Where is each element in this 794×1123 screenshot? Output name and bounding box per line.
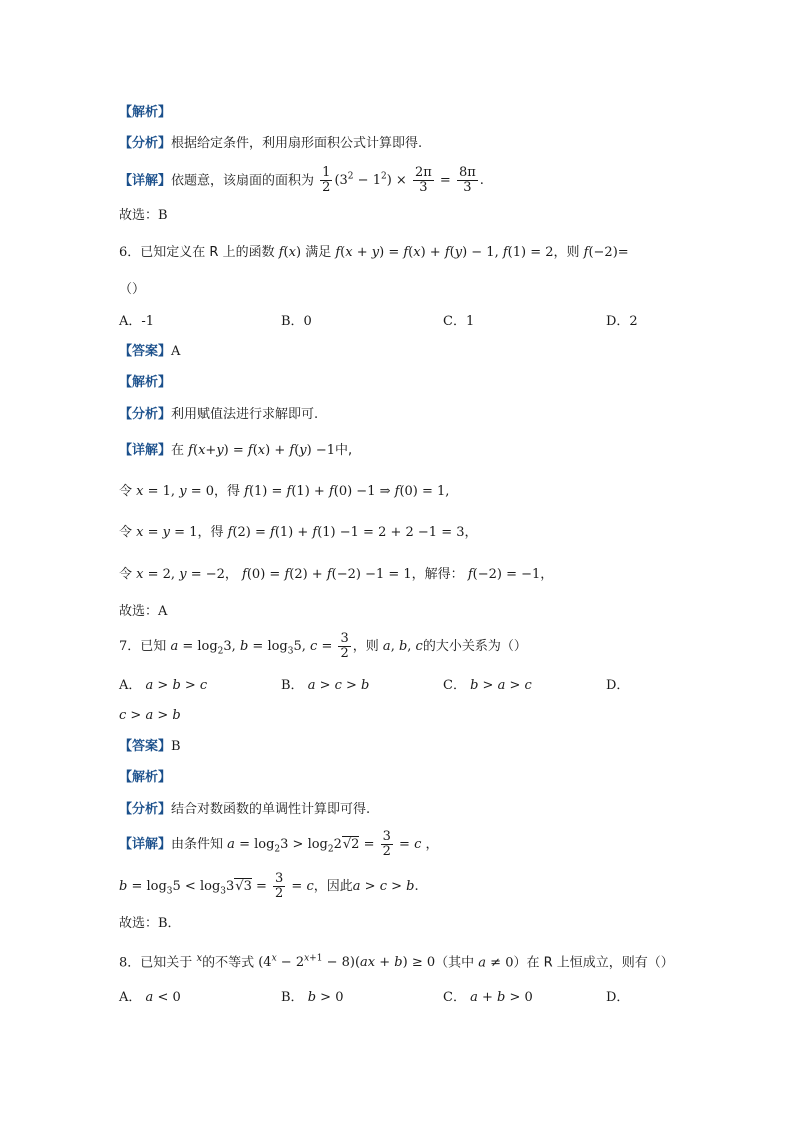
q6-detail-2-a: 令 xyxy=(119,484,133,499)
q6-detail-3-b: ，得 xyxy=(197,525,224,540)
q6-stem-c: ，则 xyxy=(553,245,580,260)
q8-stem xyxy=(119,949,674,973)
q5-detail-text: 依题意，该扇面的面积为 xyxy=(171,173,315,189)
xiangjie-tag: 【详解】 xyxy=(119,173,172,189)
q8-inequality: $(4^x - 2^{x+1} - 8)(ax + b) \ge 0$ xyxy=(258,954,436,971)
q6-number: 6． xyxy=(119,245,141,260)
q6-detail-3-formula-b: f(2) = f(1) + f(1) −1 = 2 + 2 −1 = 3， xyxy=(227,525,478,540)
q7-stem-c: 的大小关系为（） xyxy=(422,639,527,654)
q6-option-c: C．1 xyxy=(443,314,475,329)
q7-defs: $a = \log_23$, $b = \log_35$, c = $\frac{3}{2}$ xyxy=(170,631,349,661)
q6-condition: f(x + y) = f(x) + f(y) − 1, f(1) = 2 xyxy=(335,245,554,260)
q6-detail-1-formula: f(x+y) = f(x) + f(y) −1 xyxy=(188,443,335,458)
q8-stem-b: 的不等式 xyxy=(202,955,255,971)
q6-detail-2-b: ，得 xyxy=(214,484,241,499)
q8-option-b: B． b > 0 xyxy=(281,990,344,1005)
q5-detail xyxy=(119,162,484,196)
q8-condition: a ≠ 0 xyxy=(478,955,514,971)
q6-option-b: B．0 xyxy=(281,314,312,329)
q7-jiexi-heading xyxy=(119,768,171,788)
q6-stem-b: 满足 xyxy=(305,245,332,260)
q8-option-c: C． a + b > 0 xyxy=(443,990,533,1005)
q6-answer-line: 故选：A xyxy=(119,604,168,619)
q6-stem-a: 已知定义在 R 上的函数 xyxy=(140,245,275,260)
q5-analysis xyxy=(119,134,422,154)
q7-detail-2-conclusion: a > c > b. xyxy=(352,879,419,894)
q7-answer-value: B xyxy=(171,739,181,754)
q6-detail-1 xyxy=(119,441,352,461)
q7-analysis-text: 结合对数函数的单调性计算即可得. xyxy=(171,802,371,817)
q6-answer xyxy=(119,342,180,362)
fenxi-tag: 【分析】 xyxy=(119,802,172,817)
q7-detail-1-a: 由条件知 xyxy=(171,837,224,852)
q6-detail-4-b: ， xyxy=(224,567,238,582)
daan-tag: 【答案】 xyxy=(119,739,172,754)
q7-stem-a: 已知 xyxy=(140,639,167,654)
q6-paren: （） xyxy=(119,282,146,297)
q6-ask: f(−2)= xyxy=(583,245,629,260)
q7-detail-1-formula: $a = \log_23 > \log_22√2$ = $\frac{3}{2}$ = c ， xyxy=(227,829,439,859)
q8-stem-a: 已知关于 xyxy=(140,955,193,971)
q6-analysis xyxy=(119,405,318,425)
q6-answer-value: A xyxy=(171,344,181,359)
q6-stem: 6．已知定义在 R 上的函数 f(x) 满足 f(x + y) = f(x) + f(y) − 1, f(1) = 2，则 f(−2)= xyxy=(119,245,629,260)
q5-jiexi-heading xyxy=(119,103,171,123)
q7-detail-2-b: ，因此 xyxy=(313,879,353,894)
q6-detail-2-formula-a: x = 1, y = 0 xyxy=(136,484,214,499)
q6-detail-2-formula-b: f(1) = f(1) + f(0) −1 ⇒ f(0) = 1, xyxy=(244,484,450,499)
q7-detail-1 xyxy=(119,830,439,865)
q7-vars: a, b, c xyxy=(382,639,423,654)
jiexi-tag: 【解析】 xyxy=(119,770,172,785)
q7-answer-line: 故选：B． xyxy=(119,916,181,931)
q8-option-d: D． xyxy=(606,990,630,1005)
xiangjie-tag: 【详解】 xyxy=(119,837,172,852)
q6-detail-4-formula-a: x = 2, y = −2 xyxy=(136,567,225,582)
fenxi-tag: 【分析】 xyxy=(119,407,172,422)
q6-jiexi-heading xyxy=(119,373,171,393)
q6-detail-4-formula-c: f(−2) = −1， xyxy=(467,567,554,582)
q6-detail-3-formula-a: x = y = 1 xyxy=(136,525,198,540)
q7-detail-2 xyxy=(119,872,419,907)
xiangjie-tag: 【详解】 xyxy=(119,443,172,458)
q6-detail-2 xyxy=(119,482,449,502)
q6-detail-4-c: ，解得： xyxy=(411,567,464,582)
q6-fx: f xyxy=(278,245,284,260)
fenxi-tag: 【分析】 xyxy=(119,136,172,151)
daan-tag: 【答案】 xyxy=(119,344,172,359)
q7-option-c: C． b > a > c xyxy=(443,678,532,693)
q7-analysis xyxy=(119,800,370,820)
q6-detail-4-formula-b: f(0) = f(2) + f(−2) −1 = 1 xyxy=(242,567,412,582)
q8-number: 8． xyxy=(119,955,141,971)
q6-option-d: D．2 xyxy=(606,314,638,329)
q7-option-a: A． a > b > c xyxy=(119,678,208,693)
q6-detail-3-a: 令 xyxy=(119,525,133,540)
q8-stem-c: （其中 xyxy=(435,955,475,971)
q6-detail-1-b: 中, xyxy=(335,443,353,458)
q5-analysis-text: 根据给定条件，利用扇形面积公式计算即得. xyxy=(171,136,423,151)
q7-stem xyxy=(119,632,527,667)
q6-detail-3 xyxy=(119,523,478,543)
jiexi-tag: 【解析】 xyxy=(119,375,172,390)
q6-option-a: A．-1 xyxy=(119,314,155,329)
q8-stem-d: ）在 R 上恒成立，则有（） xyxy=(513,955,674,971)
q5-answer-line: 故选：B xyxy=(119,208,168,223)
jiexi-tag: 【解析】 xyxy=(119,105,172,120)
q6-detail-4 xyxy=(119,565,553,585)
q7-number: 7． xyxy=(119,639,141,654)
q5-formula: $\frac{1}{2}$ $(3^2 - 1^2)$ × $\frac{2\pi}{3}$ = $\frac{8\pi}{3}$ . xyxy=(322,165,484,196)
q7-detail-2-formula: $b = \log_35 < \log_33√3$ = $\frac{3}{2}$ = c xyxy=(119,871,314,901)
q7-stem-b: ，则 xyxy=(352,639,379,654)
q8-var-x: x xyxy=(196,953,203,964)
q6-detail-1-a: 在 xyxy=(171,443,185,458)
q7-option-d: D． xyxy=(606,678,630,693)
q7-answer xyxy=(119,737,181,757)
q6-detail-4-a: 令 xyxy=(119,567,133,582)
q8-option-a: A． a < 0 xyxy=(119,990,181,1005)
q7-option-b: B． a > c > b xyxy=(281,678,370,693)
q7-option-d-value: c > a > b xyxy=(119,708,181,723)
q6-analysis-text: 利用赋值法进行求解即可. xyxy=(171,407,319,422)
